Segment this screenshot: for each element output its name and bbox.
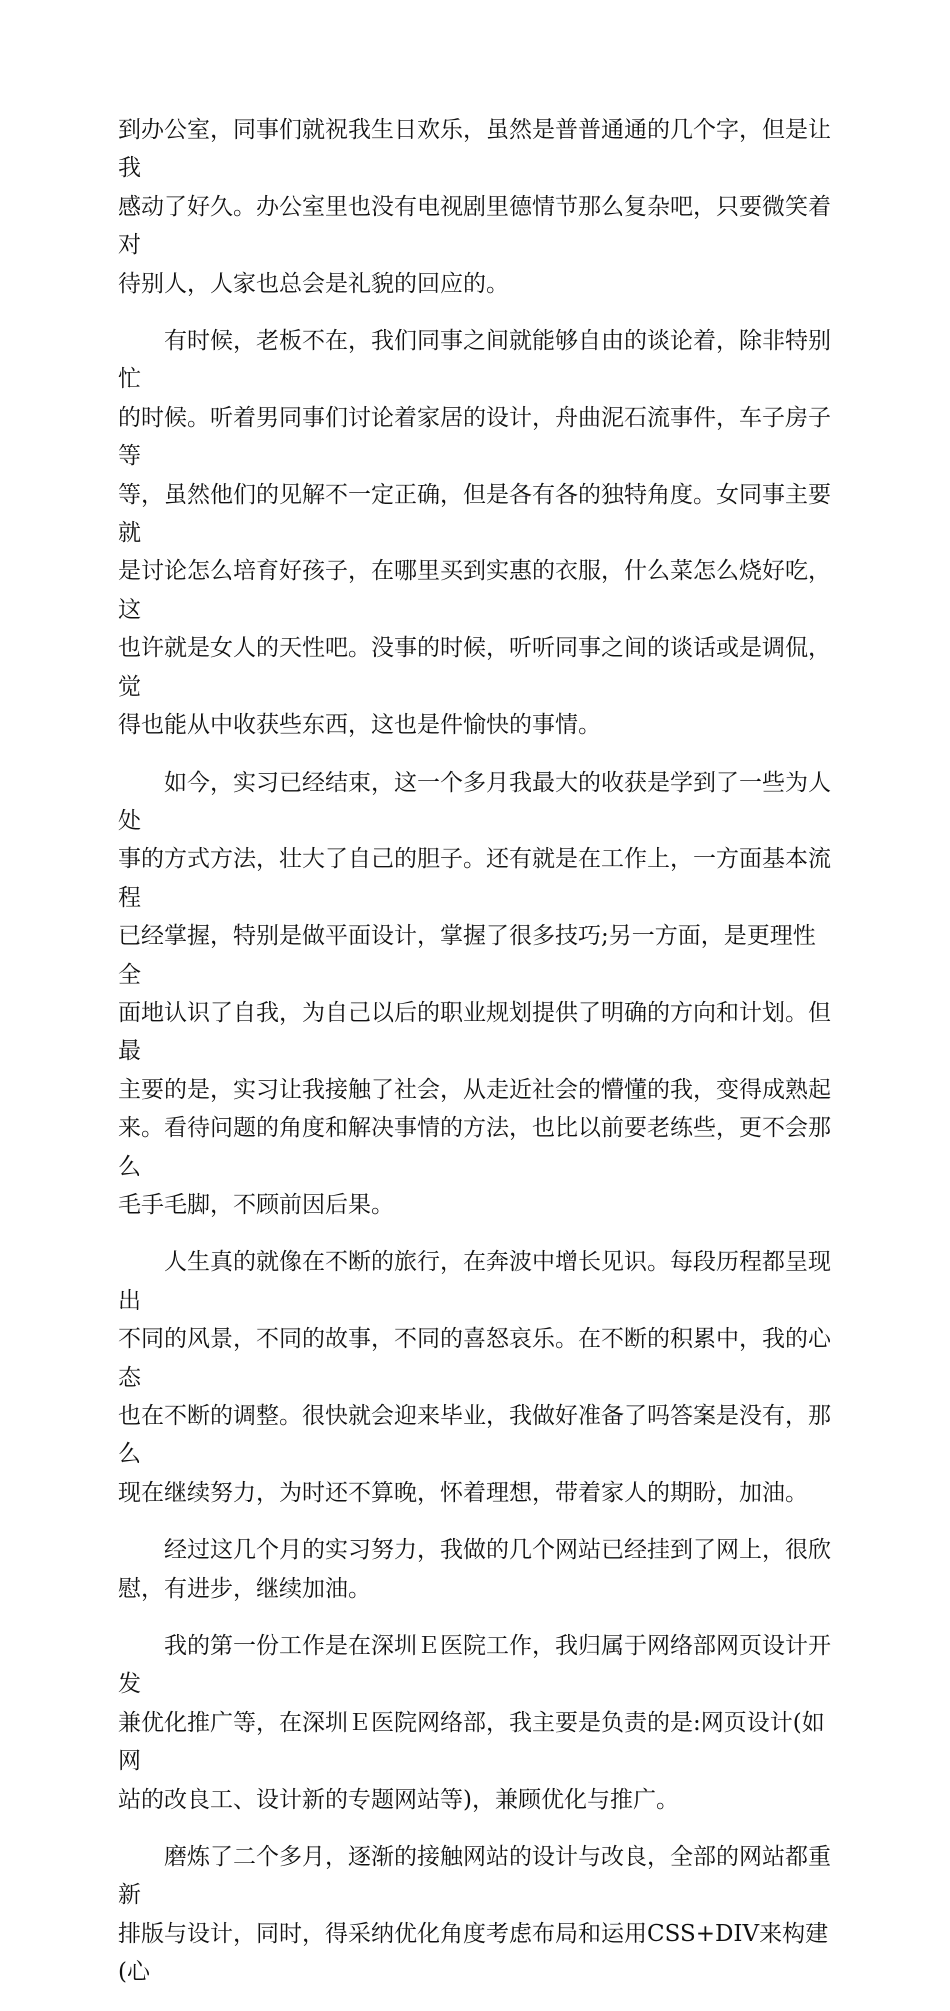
paragraph-2: 有时候，老板不在，我们同事之间就能够自由的谈论着，除非特别忙 的时候。听着男同事们讨论着家居的设计，舟曲泥石流事件，车子房子等 等，虽然他们的见解不一定正确，但是各有各的独特角度。女同事主要就 是讨论怎么培育好孩子，在哪里买到实惠的衣服，什么菜怎么烧好吃，这 也许就是女人的天性吧。没事的时候，听听同事之间的谈话或是调侃，觉 得也能从中收获些东西，这也是件愉快的事情。	[118, 328, 831, 739]
paragraph-1: 到办公室，同事们就祝我生日欢乐，虽然是普普通通的几个字，但是让我 感动了好久。办公室里也没有电视剧里德情节那么复杂吧，只要微笑着对 待别人，人家也总会是礼貌的回应的。	[118, 117, 831, 297]
paragraph-6: 我的第一份工作是在深圳Ｅ医院工作，我归属于网络部网页设计开发 兼优化推广等，在深圳Ｅ医院网络部，我主要是负责的是:网页设计(如网 站的改良工、设计新的专题网站等)，兼顾优化与推广。	[118, 1633, 831, 1813]
paragraph-7: 磨炼了二个多月，逐渐的接触网站的设计与改良，全部的网站都重新 排版与设计，同时，得采纳优化角度考虑布局和运用CSS+DIV来构建(心	[118, 1844, 831, 1986]
document-body	[118, 111, 834, 2011]
paragraph-4: 人生真的就像在不断的旅行，在奔波中增长见识。每段历程都呈现出 不同的风景，不同的故事，不同的喜怒哀乐。在不断的积累中，我的心态 也在不断的调整。很快就会迎来毕业，我做好准备了吗答案是没有，那么 现在继续努力，为时还不算晚，怀着理想，带着家人的期盼，加油。	[118, 1249, 831, 1506]
paragraph-5: 经过这几个月的实习努力，我做的几个网站已经挂到了网上，很欣 慰，有进步，继续加油。	[118, 1537, 831, 1602]
paragraph-3: 如今，实习已经结束，这一个多月我最大的收获是学到了一些为人处 事的方式方法，壮大了自己的胆子。还有就是在工作上，一方面基本流程 已经掌握，特别是做平面设计，掌握了很多技巧;另一方面，是更理性全 面地认识了自我，为自己以后的职业规划提供了明确的方向和计划。但最 主要的是，实习让我接触了社会，从走近社会的懵懂的我，变得成熟起 来。看待问题的角度和解决事情的方法，也比以前要老练些，更不会那么 毛手毛脚，不顾前因后果。	[118, 769, 831, 1218]
